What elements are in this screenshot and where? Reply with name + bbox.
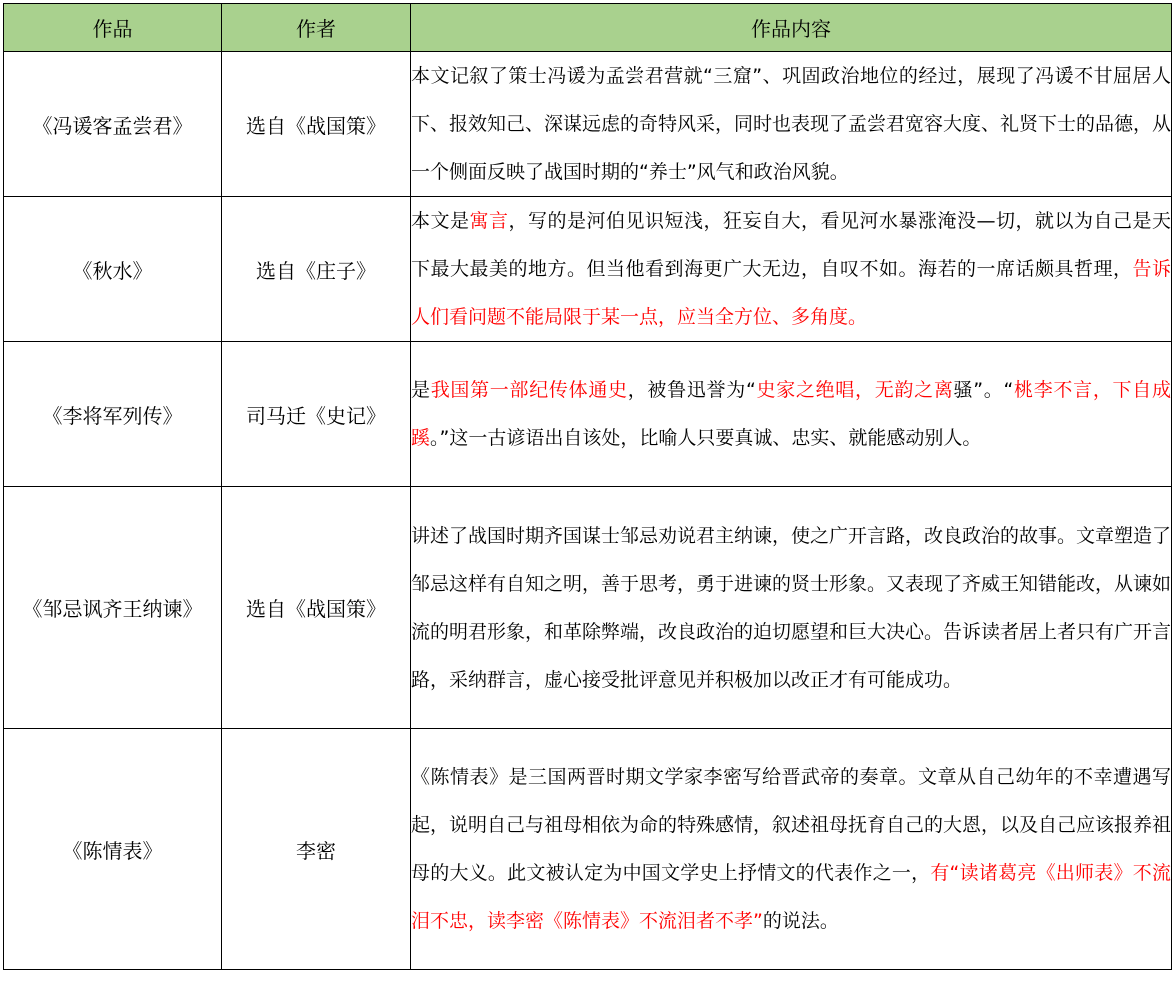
table-row	[4, 197, 1172, 342]
work-author: 选自《战国策》	[222, 52, 411, 197]
table-row	[4, 487, 1172, 729]
highlighted-text: 寓言	[469, 210, 509, 232]
content-segment: ，写的是河伯见识短浅，狂妄自大，看见河水暴涨淹没—切，就以为自己是天下最大最美的地方。但当他看到海更广大无边，自叹不如。海若的一席话颇具哲理，	[411, 210, 1171, 280]
work-content	[411, 197, 1172, 342]
work-title: 《陈情表》	[4, 729, 222, 970]
header-author: 作者	[222, 4, 411, 52]
work-content	[411, 52, 1172, 197]
header-row	[4, 4, 1172, 52]
content-segment: 本文是	[411, 210, 470, 232]
content-segment: 讲述了战国时期齐国谋士邹忌劝说君主纳谏，使之广开言路，改良政治的故事。文章塑造了邹忌这样有自知之明，善于思考，勇于进谏的贤士形象。又表现了齐威王知错能改，从谏如流的明君形象，和革除弊端，改良政治的迫切愿望和巨大决心。告诉读者居上者只有广开言路，采纳群言，虚心接受批评意见并积极加以改正才有可能成功。	[411, 524, 1172, 691]
content-segment: 《陈情表》是三国两晋时期文学家李密写给晋武帝的奏章。文章从自己幼年的不幸遭遇写起，说明自己与祖母相依为命的特殊感情，叙述祖母抚育自己的大恩，以及自己应该报养祖母的大义。此文被认定为中国文学史上抒情文的代表作之一，	[411, 766, 1172, 884]
table-row	[4, 342, 1172, 487]
works-table	[3, 3, 1172, 970]
table-row	[4, 729, 1172, 970]
content-segment: 骚”。“	[953, 379, 1014, 401]
content-segment: 的说法。	[762, 910, 839, 932]
work-title: 《李将军列传》	[4, 342, 222, 487]
work-author: 李密	[222, 729, 411, 970]
work-content	[411, 487, 1172, 729]
header-title: 作品	[4, 4, 222, 52]
work-author: 司马迁《史记》	[222, 342, 411, 487]
highlighted-text: 我国第一部纪传体通史	[430, 379, 628, 401]
table-row	[4, 52, 1172, 197]
content-segment: 是	[411, 379, 431, 401]
work-content	[411, 729, 1172, 970]
highlighted-text: 有“读诸葛亮《出师表》不流泪不忠，读李密《陈情表》不流泪者不孝”	[411, 862, 1171, 932]
highlighted-text: 告诉人们看问题不能局限于某一点，应当全方位、多角度。	[411, 258, 1171, 328]
highlighted-text: 桃李不言，下自成蹊	[411, 379, 1171, 449]
work-title: 《秋水》	[4, 197, 222, 342]
content-segment: ，被鲁迅誉为“	[627, 379, 756, 401]
work-content	[411, 342, 1172, 487]
content-segment: 。”这一古谚语出自该处，比喻人只要真诚、忠实、就能感动别人。	[430, 427, 982, 449]
work-title: 《邹忌讽齐王纳谏》	[4, 487, 222, 729]
content-segment: 本文记叙了策士冯谖为孟尝君营就“三窟”、巩固政治地位的经过，展现了冯谖不甘屈居人下、报效知己、深谋远虑的奇特风采，同时也表现了孟尝君宽容大度、礼贤下士的品德，从一个侧面反映了战国时期的“养士”风气和政治风貌。	[411, 65, 1172, 183]
work-title: 《冯谖客孟尝君》	[4, 52, 222, 197]
highlighted-text: 史家之绝唱，无韵之离	[755, 379, 954, 401]
header-content: 作品内容	[411, 4, 1172, 52]
work-author: 选自《庄子》	[222, 197, 411, 342]
work-author: 选自《战国策》	[222, 487, 411, 729]
